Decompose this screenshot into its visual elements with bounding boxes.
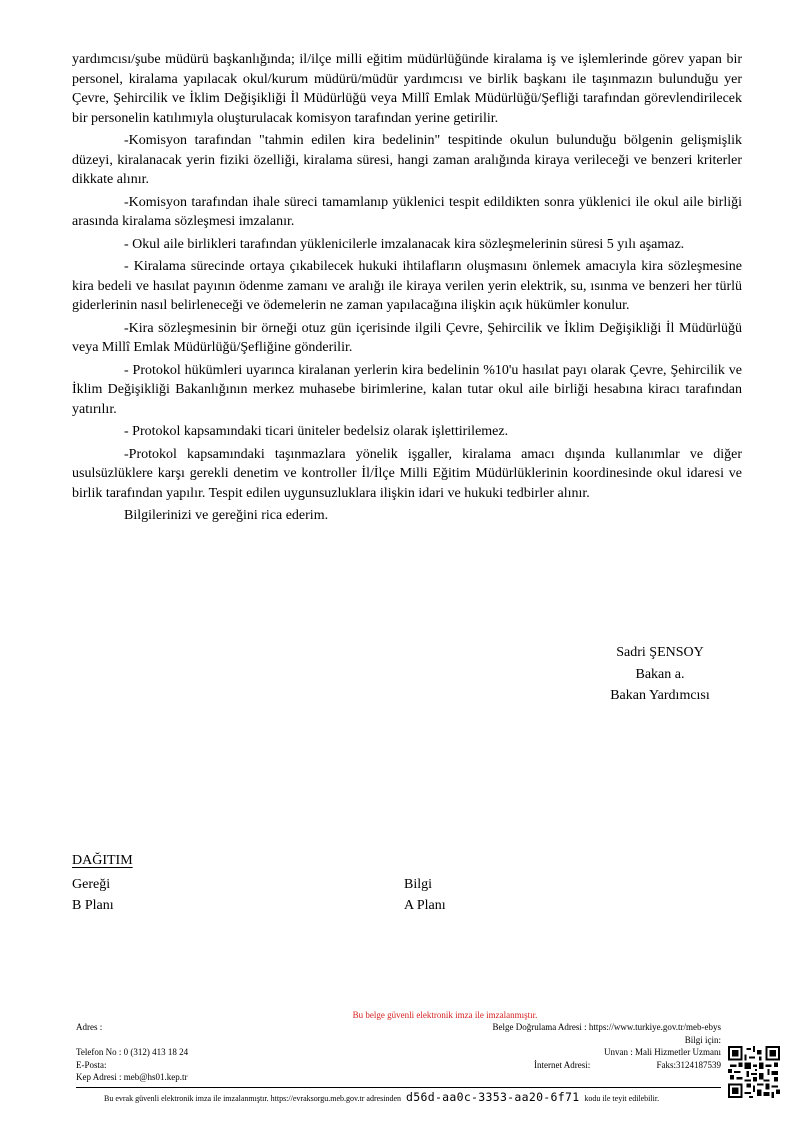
verification-suffix: kodu ile teyit edilebilir. [584,1094,660,1103]
verification-prefix: Bu evrak güvenli elektronik imza ile imzalanmıştır. https://evraksorgu.meb.gov.tr adresinden [104,1094,402,1103]
distribution-right-column [404,874,446,916]
phone-number: Telefon No : 0 (312) 413 18 24 [76,1047,189,1057]
internet-address-label: İnternet Adresi: [534,1059,591,1070]
address-label: Adres : [76,1022,103,1032]
kep-address: Kep Adresi : meb@hs01.kep.tr [76,1072,188,1082]
verification-code: d56d-aa0c-3353-aa20-6f71 [406,1090,580,1104]
paragraph-inspection: -Protokol kapsamındaki taşınmazlara yönelik işgaller, kiralama amacı dışında kullanımlar ve diğer usulsüzlüklere karşı gerekli denetim ve kontroller İl/İlçe Milli Eğitim Müdürlüklerinin koordinesinde okul idaresi ve birlik tarafından yapılır. Tespit edilen uygunsuzluklara ilişkin idari ve hukuki tedbirler alınır. [72,446,742,501]
paragraph-contract-terms: - Kiralama sürecinde ortaya çıkabilecek hukuki ihtilafların oluşmasını önlemek amacıyla kira sözleşmesine kira bedeli ve hasılat payının ödenme zamanı ve aralığı ile kiraya verilen yerin elektrik, su, ısınma ve benzeri her türlü giderlerinin nasıl belirleneceği ve ödemelerin ne zaman yapılacağına ilişkin açık hükümler konulur. [72,259,742,313]
fax-number: Faks:3124187539 [656,1059,721,1070]
paragraph-contract-signing: -Komisyon tarafından ihale süreci tamamlanıp yüklenici tespit edildikten sonra yüklenici ile okul aile birliği arasında kiralama sözleşmesi imzalanır. [72,194,742,229]
letter-body [72,50,742,529]
signature-block [560,642,760,707]
distribution-bilgi-item: A Planı [404,898,446,913]
distribution-title: DAĞITIM [72,853,133,868]
qr-code-icon [728,1046,780,1098]
distribution-gereği-item: B Planı [72,898,114,913]
verification-line [104,1090,659,1104]
paragraph-contract-copy: -Kira sözleşmesinin bir örneği otuz gün içerisinde ilgili Çevre, Şehircilik ve İklim Değişikliği İl Müdürlüğü veya Millî Emlak Müdürlüğü/Şefliğine gönderilir. [72,320,742,355]
distribution-bilgi-header: Bilgi [404,877,433,892]
paragraph-closing: Bilgilerinizi ve gereğini rica ederim. [124,508,329,523]
signatory-role: Bakan a. [635,666,685,682]
signatory-title: Bakan Yardımcısı [610,688,710,703]
paragraph-rent-estimate: -Komisyon tarafından "tahmin edilen kira bedelinin" tespitinde okulun bulunduğu bölgenin gelişmişlik düzeyi, kiralanacak yerin fiziki özelliği, kiralama süresi, hangi zaman aralığında kiraya verileceği ve benzeri kriterler dikkate alınır. [72,133,742,187]
signatory-name: Sadri ŞENSOY [616,645,704,660]
email-label: E-Posta: [76,1059,107,1070]
paragraph-commercial-units: - Protokol kapsamındaki ticari üniteler bedelsiz olarak işlettirilemez. [124,424,509,439]
paragraph-contract-duration: - Okul aile birlikleri tarafından yüklenicilerle imzalanacak kira sözleşmelerinin süresi 5 yılı aşamaz. [124,236,685,252]
verification-address: Belge Doğrulama Adresi : https://www.turkiye.gov.tr/meb-ebys [492,1022,721,1032]
footer-divider [76,1087,721,1088]
info-label: Bilgi için: [684,1034,721,1045]
contact-title: Unvan : Mali Hizmetler Uzmanı [604,1047,721,1057]
esign-note: Bu belge güvenli elektronik imza ile imzalanmıştır. [352,1010,538,1020]
document-footer [76,1021,721,1084]
distribution-gereği-header: Gereği [72,877,111,892]
distribution-left-column [72,874,114,916]
paragraph-commission: yardımcısı/şube müdürü başkanlığında; il/ilçe milli eğitim müdürlüğünde kiralama iş ve işlemlerinde görev yapan bir personel, kiralama yapılacak okul/kurum müdürü/müdür yardımcısı ve birlik başkanı ile taşınmazın bulunduğu yer Çevre, Şehircilik ve İklim Değişikliği İl Müdürlüğü veya Millî Emlak Müdürlüğü/Şefliği tarafından görevlendirilecek bir personelin katılımıyla oluşturulacak komisyon tarafından yerine getirilir. [72,52,742,126]
paragraph-revenue-share: - Protokol hükümleri uyarınca kiralanan yerlerin kira bedelinin %10'u hasılat payı olarak Çevre, Şehircilik ve İklim Değişikliği Bakanlığının merkez muhasebe birimlerine, kalan tutar okul aile birliği hesabına kiracı tarafından yatırılır. [72,362,742,417]
